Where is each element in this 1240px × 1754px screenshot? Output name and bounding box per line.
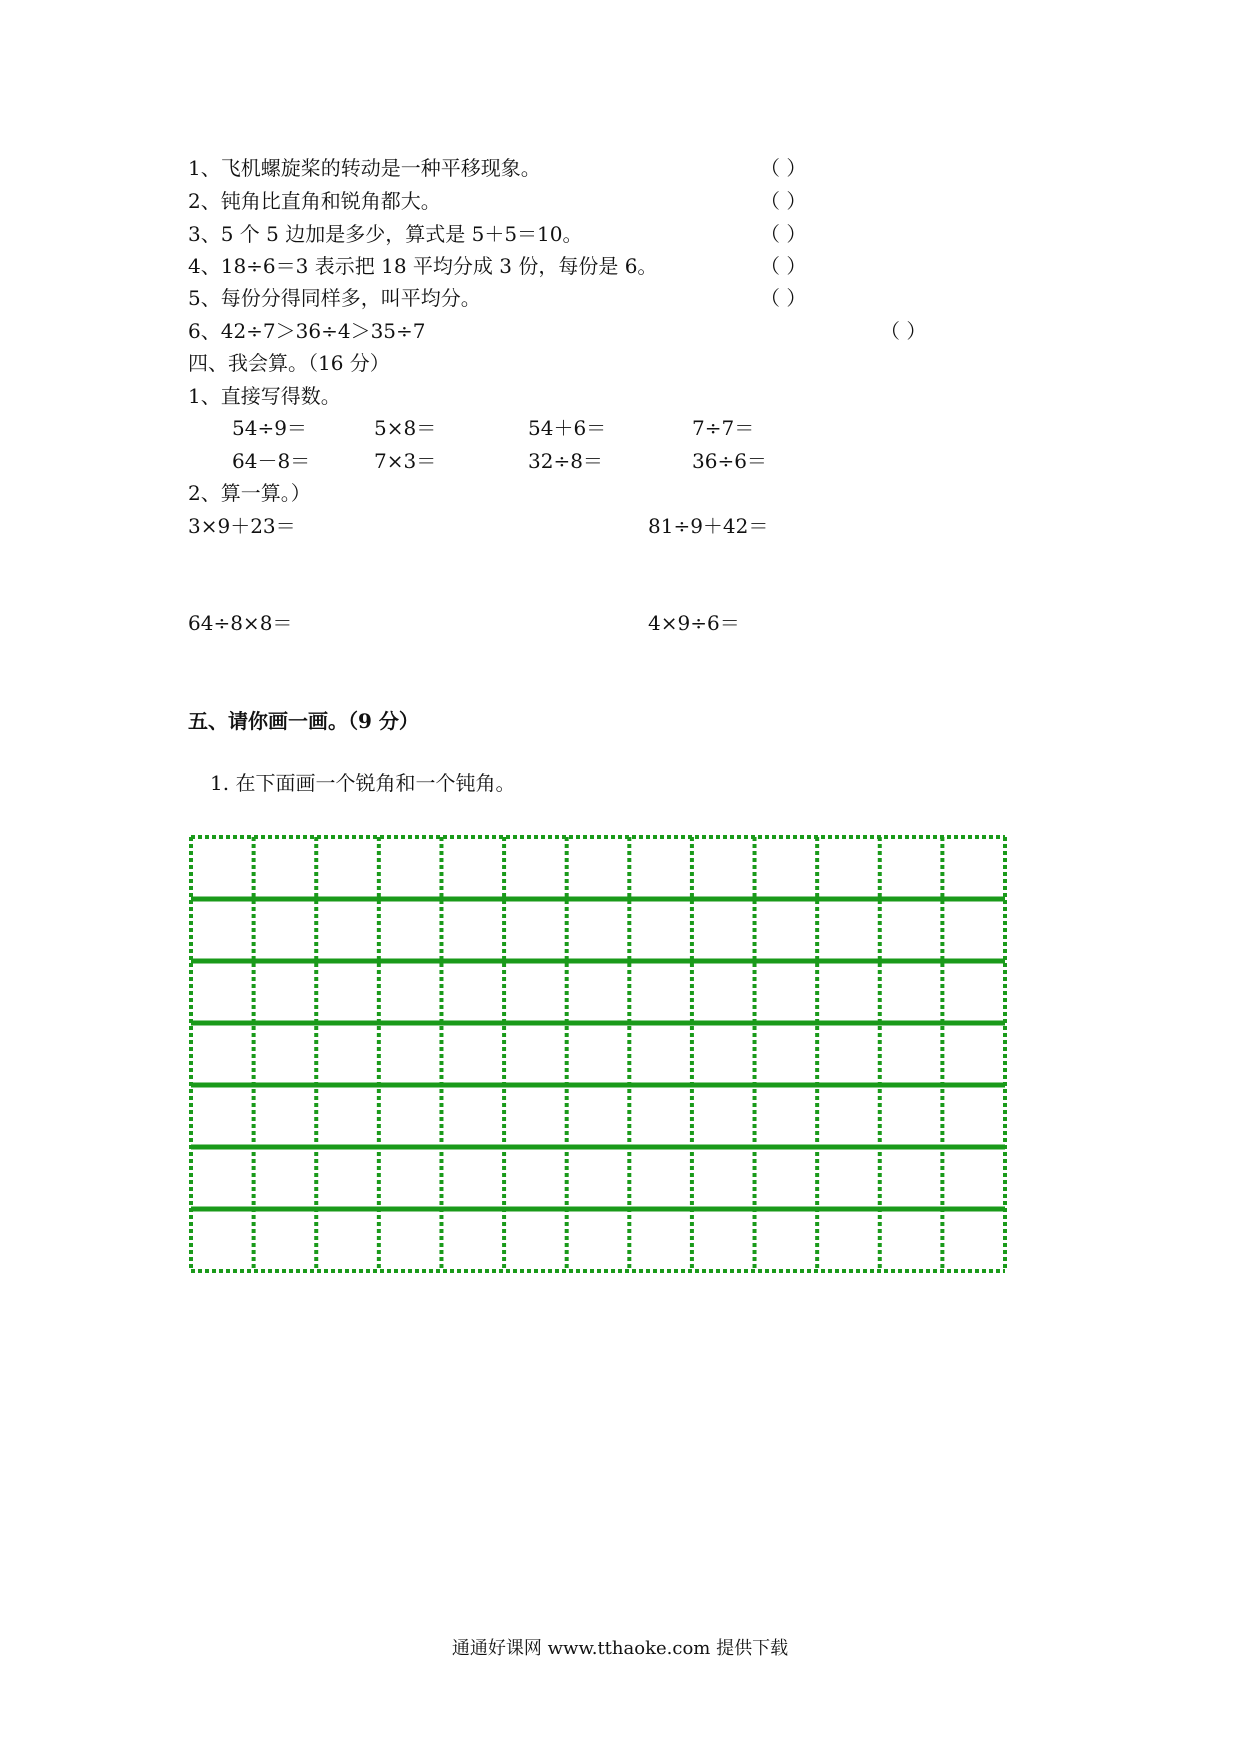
tf-item-5: 5、每份分得同样多，叫平均分。 <box>188 286 481 310</box>
drawing-grid[interactable] <box>188 834 1008 1274</box>
oral-calc-1: 54÷9＝ <box>232 416 307 440</box>
oral-calc-7: 32÷8＝ <box>528 449 603 473</box>
oral-calc-3: 54＋6＝ <box>528 416 607 440</box>
oral-calc-5: 64－8＝ <box>232 449 311 473</box>
tf-item-2: 2、钝角比直角和锐角都大。 <box>188 189 441 213</box>
tf-item-3: 3、5 个 5 边加是多少，算式是 5＋5＝10。 <box>188 222 583 246</box>
section4-part2-label: 2、算一算。） <box>188 481 311 505</box>
tf-answer-blank-1[interactable]: （ ） <box>760 156 807 180</box>
tf-answer-blank-2[interactable]: （ ） <box>760 189 807 213</box>
oral-calc-4: 7÷7＝ <box>692 416 755 440</box>
section4-heading: 四、我会算。（16 分） <box>188 351 390 375</box>
footer-source: 通通好课网 www.tthaoke.com 提供下载 <box>451 1638 789 1659</box>
tf-answer-blank-5[interactable]: （ ） <box>760 286 807 310</box>
section5-question-1: 1. 在下面画一个锐角和一个钝角。 <box>210 771 516 795</box>
section5-heading: 五、请你画一画。（9 分） <box>188 709 419 733</box>
tf-item-4: 4、18÷6＝3 表示把 18 平均分成 3 份，每份是 6。 <box>188 254 658 278</box>
tf-answer-blank-4[interactable]: （ ） <box>760 254 807 278</box>
section4-part1-label: 1、直接写得数。 <box>188 384 341 408</box>
written-calc-1: 3×9＋23＝ <box>188 514 296 538</box>
written-calc-3: 64÷8×8＝ <box>188 611 293 635</box>
oral-calc-6: 7×3＝ <box>374 449 437 473</box>
oral-calc-8: 36÷6＝ <box>692 449 767 473</box>
tf-answer-blank-3[interactable]: （ ） <box>760 222 807 246</box>
written-calc-4: 4×9÷6＝ <box>648 611 740 635</box>
tf-item-6: 6、42÷7＞36÷4＞35÷7 <box>188 319 426 343</box>
drawing-grid-svg[interactable] <box>188 834 1008 1274</box>
tf-answer-blank-6[interactable]: （ ） <box>880 319 927 343</box>
tf-item-1: 1、飞机螺旋桨的转动是一种平移现象。 <box>188 156 541 180</box>
oral-calc-2: 5×8＝ <box>374 416 437 440</box>
written-calc-2: 81÷9＋42＝ <box>648 514 769 538</box>
